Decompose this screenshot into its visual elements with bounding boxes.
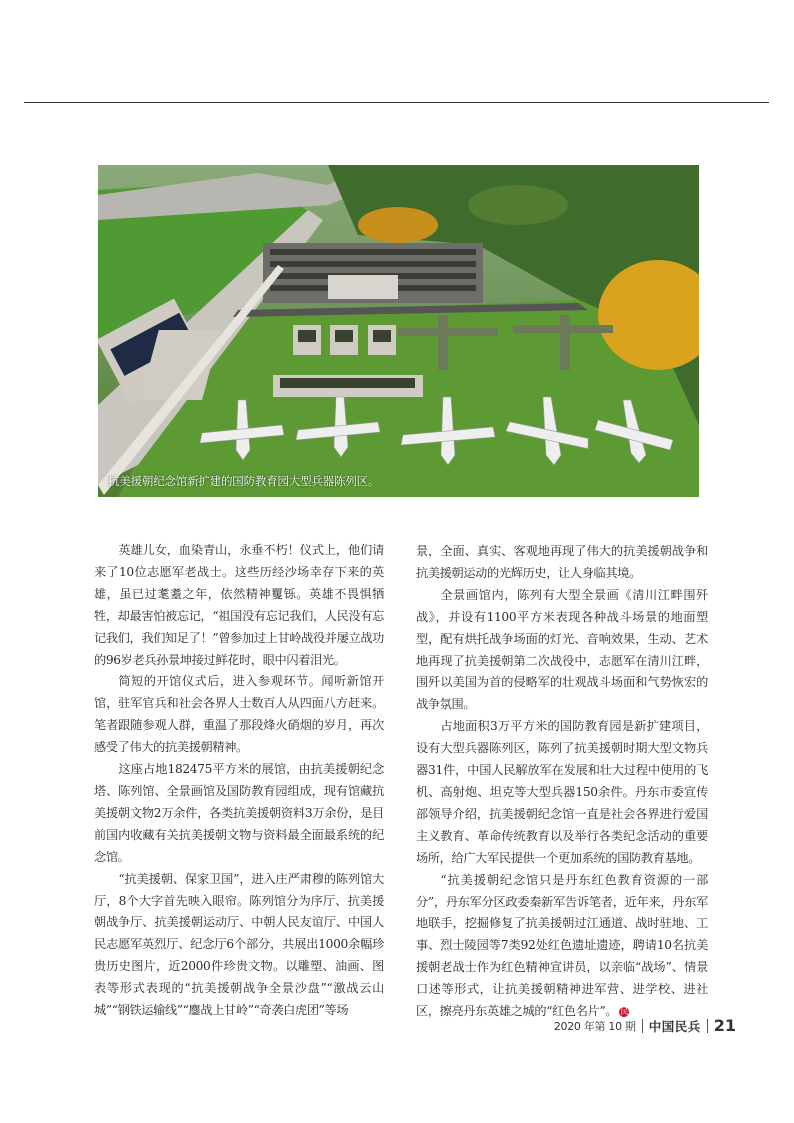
paragraph-text: “抗美援朝纪念馆只是丹东红色教育资源的一部分”，丹东军分区政委秦新军告诉笔者，近年来，丹东军地联手，挖掘修复了抗美援朝过江通道、战时驻地、工事、烈士陵园等7类92处红色遗址遗迹，聘请10名抗美援朝老战士作为红色精神宣讲员，以亲临“战场”、情景口述等形式，让抗美援朝精神进军营、进学校、进社区，擦亮丹东英雄之城的“红色名片”。 bbox=[416, 872, 708, 1019]
end-mark-icon: 民 bbox=[620, 1007, 628, 1017]
magazine-name: 中国民兵 bbox=[648, 1018, 701, 1034]
paragraph: 英雄儿女，血染青山，永垂不朽！仪式上，他们请来了10位志愿军老战士。这些历经沙场幸存下来的英雄，虽已过耄耋之年，依然精神矍铄。英雄不畏惧牺牲，却最害怕被忘记，“祖国没有忘记我们，人民没有忘记我们，我们知足了！”曾参加过上甘岭战役并屡立战功的96岁老兵孙景坤接过鲜花时，眼中闪着泪光。 bbox=[94, 543, 384, 667]
paragraph: 景，全面、真实、客观地再现了伟大的抗美援朝战争和抗美援朝运动的光辉历史，让人身临其境。 bbox=[416, 544, 708, 580]
footer-divider bbox=[642, 1019, 643, 1033]
page-number: 21 bbox=[713, 1016, 736, 1035]
paragraph: “抗美援朝、保家卫国”，进入庄严肃穆的陈列馆大厅，8个大字首先映入眼帘。陈列馆分为序厅、抗美援朝战争厅、抗美援朝运动厅、中朝人民友谊厅、中国人民志愿军英烈厅、纪念厅6个部分，共展出1000余幅珍贵历史图片，近2000件珍贵文物。以雕塑、油画、图表等形式表现的“抗美援朝战争全景沙盘”“激战云山城”“钢铁运输线”“鏖战上甘岭”“奇袭白虎团”等场 bbox=[94, 871, 384, 1018]
paragraph: 全景画馆内，陈列有大型全景画《清川江畔围歼战》，并设有1100平方米表现各种战斗场景的地面塑型，配有烘托战争场面的灯光、音响效果，生动、艺术地再现了抗美援朝第二次战役中，志愿军在清川江畔，围歼以美国为首的侵略军的壮观战斗场面和气势恢宏的战争氛围。 bbox=[416, 587, 708, 712]
exhibition-photo bbox=[98, 165, 699, 497]
footer-divider bbox=[707, 1019, 708, 1033]
paragraph: 这座占地182475平方米的展馆，由抗美援朝纪念塔、陈列馆、全景画馆及国防教育园组成，现有馆藏抗美援朝文物2万余件，各类抗美援朝资料3万余份，是目前国内收藏有关抗美援朝文物与资料最全面最系统的纪念馆。 bbox=[94, 762, 384, 864]
issue-label: 2020 年第 10 期 bbox=[553, 1019, 636, 1033]
article-right-column bbox=[416, 541, 708, 1023]
aerial-view-illustration bbox=[98, 165, 699, 497]
header-rule bbox=[24, 102, 769, 103]
photo-caption: 抗美援朝纪念馆新扩建的国防教育园大型兵器陈列区。 bbox=[108, 474, 380, 488]
article-left-column bbox=[94, 540, 384, 1022]
paragraph: 占地面积3万平方米的国防教育园是新扩建项目，设有大型兵器陈列区，陈列了抗美援朝时期大型文物兵器31件，中国人民解放军在发展和壮大过程中使用的飞机、高射炮、坦克等大型兵器150余件。丹东市委宣传部领导介绍，抗美援朝纪念馆一直是社会各界进行爱国主义教育、革命传统教育以及举行各类纪念活动的重要场所，给广大军民提供一个更加系统的国防教育基地。 bbox=[416, 719, 708, 865]
paragraph: 简短的开馆仪式后，进入参观环节。闻听新馆开馆，驻军官兵和社会各界人士数百人从四面八方赶来。笔者跟随参观人群，重温了那段烽火硝烟的岁月，再次感受了伟大的抗美援朝精神。 bbox=[94, 674, 384, 755]
paragraph-final bbox=[416, 870, 708, 1023]
page-footer bbox=[554, 1016, 736, 1035]
